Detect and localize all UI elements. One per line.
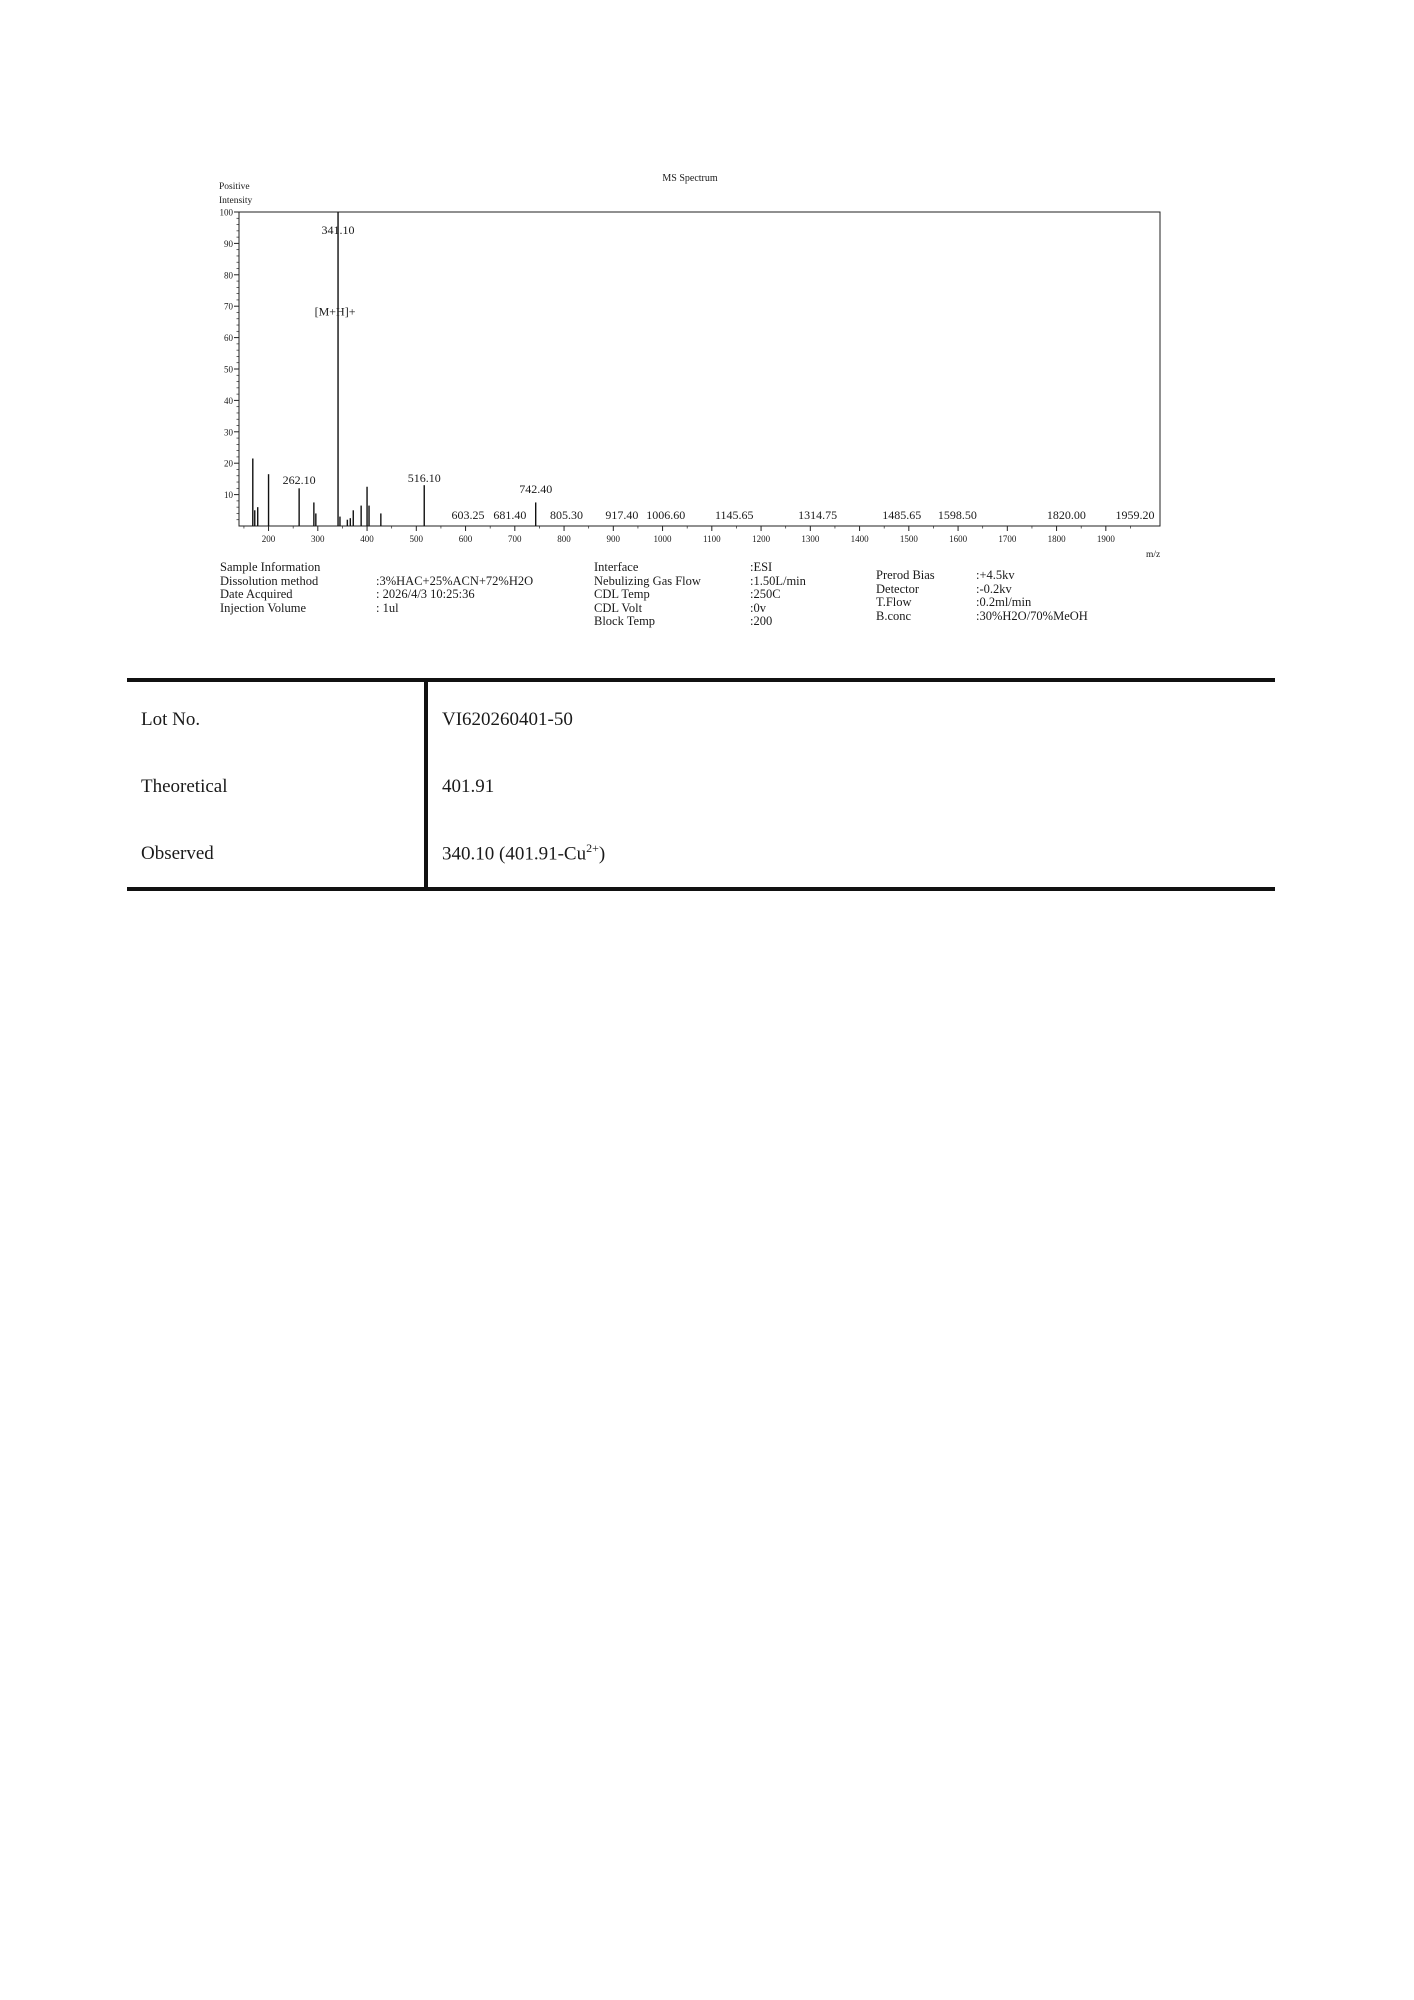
instrument-parameter-values (750, 561, 806, 629)
param-label: Prerod Bias (876, 568, 935, 582)
peak-labels (283, 223, 1155, 522)
param-value: :200 (750, 614, 773, 629)
x-tick-label: 800 (557, 534, 571, 544)
x-tick-label: 400 (360, 534, 374, 544)
param-label: Interface (594, 560, 639, 574)
peak-label: 681.40 (493, 507, 527, 522)
peak-label: 917.40 (605, 507, 639, 522)
result-table (127, 678, 1275, 891)
peak-label: 1820.00 (1046, 507, 1086, 522)
peak-label: 1145.65 (715, 507, 754, 522)
param-value: :0.2ml/min (976, 595, 1032, 610)
param-value: :0v (750, 600, 766, 615)
plot-frame (239, 212, 1160, 526)
param-value: :ESI (750, 560, 773, 574)
info-value: : 2026/4/3 10:25:36 (376, 587, 475, 602)
param-label: CDL Volt (594, 600, 643, 615)
peak-label: 603.25 (451, 507, 485, 522)
peak-label: 742.40 (519, 482, 553, 497)
peak-label: 1006.60 (646, 507, 686, 522)
y-tick-label: 40 (224, 395, 233, 406)
peak-label: 805.30 (550, 507, 584, 522)
table-row (127, 820, 1275, 889)
param-value: :250C (750, 587, 781, 602)
ms-spectrum-chart (0, 0, 1414, 640)
lot-number-label: Lot No. (127, 680, 426, 753)
y-tick-label: 60 (224, 333, 233, 344)
observed-value-end: ) (598, 843, 606, 865)
observed-label: Observed (127, 820, 426, 889)
info-label: Dissolution method (220, 573, 319, 588)
y-tick-label: 80 (224, 270, 233, 281)
info-label: Date Acquired (220, 587, 293, 602)
peak-label: 1598.50 (937, 507, 977, 522)
theoretical-label: Theoretical (127, 753, 426, 820)
table-row (127, 680, 1275, 753)
y-axis (220, 208, 240, 520)
sample-information-values (376, 575, 533, 616)
x-tick-label: 1200 (752, 534, 771, 544)
info-value: : 1ul (376, 600, 399, 615)
peak-label: [M+H]+ (314, 304, 356, 319)
y-tick-label: 30 (224, 427, 233, 438)
peak-label: 262.10 (282, 473, 316, 488)
x-axis (244, 526, 1131, 544)
y-tick-label: 20 (224, 458, 233, 469)
y-tick-label: 70 (224, 301, 233, 312)
info-value: :3%HAC+25%ACN+72%H2O (376, 573, 534, 588)
x-tick-label: 700 (508, 534, 522, 544)
x-tick-label: 1900 (1096, 534, 1115, 544)
param-value: :1.50L/min (750, 573, 806, 588)
info-label: Injection Volume (220, 600, 306, 615)
chart-title: MS Spectrum (662, 173, 718, 184)
param-label: Detector (876, 581, 920, 596)
param-value: :+4.5kv (976, 568, 1015, 582)
peak-label: 1314.75 (798, 507, 838, 522)
x-tick-label: 1600 (949, 534, 968, 544)
x-tick-label: 1300 (801, 534, 820, 544)
param-label: Nebulizing Gas Flow (594, 573, 701, 588)
x-tick-label: 300 (311, 534, 325, 544)
x-tick-label: 1800 (1047, 534, 1066, 544)
x-tick-label: 900 (606, 534, 621, 544)
param-label: B.conc (876, 608, 912, 623)
peak-label: 1485.65 (882, 507, 922, 522)
x-tick-label: 600 (458, 534, 473, 544)
y-tick-label: 50 (224, 364, 233, 375)
param-label: Block Temp (594, 614, 656, 629)
param-label: T.Flow (876, 595, 912, 610)
x-tick-label: 1500 (899, 534, 918, 544)
observed-value (426, 820, 1275, 889)
x-tick-label: 500 (409, 534, 424, 544)
x-tick-label: 1000 (653, 534, 672, 544)
param-label: CDL Temp (594, 587, 650, 602)
charge-superscript: 2+ (586, 841, 599, 856)
x-axis-label: m/z (1146, 550, 1161, 560)
peak-label: 341.10 (321, 222, 355, 237)
probe-parameters (876, 569, 935, 623)
instrument-parameters (594, 561, 701, 629)
y-axis-label-line1: Positive (219, 182, 250, 192)
sample-info-heading: Sample Information (220, 560, 321, 574)
sample-information (220, 561, 320, 615)
x-tick-label: 1700 (998, 534, 1017, 544)
probe-parameter-values (976, 569, 1088, 623)
table-row (127, 753, 1275, 820)
x-tick-label: 1100 (702, 534, 721, 544)
y-tick-label: 10 (224, 490, 233, 501)
y-tick-label: 90 (224, 238, 233, 249)
peak-label: 1959.20 (1115, 507, 1155, 522)
x-tick-label: 200 (261, 534, 276, 544)
peak-label: 516.10 (407, 471, 441, 486)
param-value: :-0.2kv (976, 581, 1012, 596)
observed-value-main: 340.10 (401.91-Cu (442, 843, 587, 865)
y-tick-label: 100 (219, 207, 233, 218)
theoretical-value: 401.91 (442, 775, 495, 797)
x-tick-label: 1400 (850, 534, 869, 544)
y-axis-label-line2: Intensity (219, 196, 253, 206)
param-value: :30%H2O/70%MeOH (976, 608, 1088, 623)
lot-number-value: VI620260401-50 (442, 708, 573, 730)
